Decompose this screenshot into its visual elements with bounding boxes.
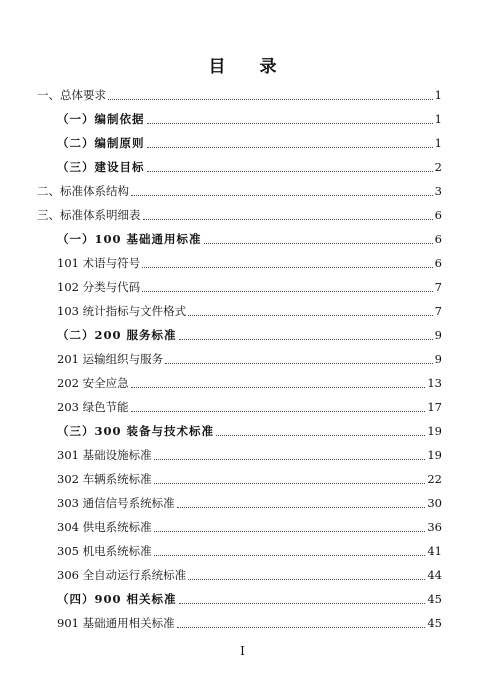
leader-dots (179, 327, 433, 340)
toc-entry-page: 22 (427, 472, 442, 486)
toc-entry[interactable] (57, 422, 442, 440)
toc-entry-label: 二、标准体系结构 (37, 184, 129, 198)
leader-dots (188, 567, 425, 580)
page-title: 目 录 (208, 57, 291, 77)
toc-entry[interactable] (57, 542, 442, 560)
leader-dots (177, 495, 426, 508)
toc-entry-label: 202 安全应急 (57, 376, 129, 390)
leader-dots (154, 471, 426, 484)
toc-entry[interactable] (57, 374, 442, 392)
toc-entry-label: （三）建设目标 (57, 160, 145, 174)
toc-entry[interactable] (57, 230, 442, 248)
toc-entry[interactable] (57, 350, 442, 368)
toc-entry-label: （二）200 服务标准 (57, 328, 177, 342)
toc-entry-page: 19 (427, 424, 442, 438)
leader-dots (147, 159, 433, 172)
toc-entry-label: 301 基础设施标准 (57, 448, 152, 462)
toc-entry-label: 103 统计指标与文件格式 (57, 304, 187, 318)
toc-entry-label: 三、标准体系明细表 (37, 208, 141, 222)
toc-entry[interactable] (37, 206, 442, 224)
toc-entry[interactable] (57, 158, 442, 176)
toc-entry-page: 44 (427, 568, 442, 582)
toc-entry[interactable] (57, 110, 442, 128)
toc-entry[interactable] (57, 398, 442, 416)
toc-entry-page: 1 (434, 136, 442, 150)
leader-dots (154, 519, 426, 532)
toc-entry-label: （一）100 基础通用标准 (57, 232, 202, 246)
toc-entry-page: 13 (427, 376, 442, 390)
toc-entry-page: 45 (427, 592, 442, 606)
leader-dots (131, 399, 426, 412)
toc-entry-page: 6 (434, 256, 442, 270)
leader-dots (142, 279, 433, 292)
leader-dots (177, 615, 426, 628)
toc-entry-page: 17 (427, 400, 442, 414)
toc-entry-label: 302 车辆系统标准 (57, 472, 152, 486)
leader-dots (165, 351, 433, 364)
toc-entry-label: 306 全自动运行系统标准 (57, 568, 187, 582)
toc-entry[interactable] (57, 614, 442, 632)
leader-dots (131, 183, 433, 196)
leader-dots (143, 207, 433, 220)
toc-entry-label: 901 基础通用相关标准 (57, 616, 175, 630)
toc-entry[interactable] (57, 278, 442, 296)
toc-entry-label: （四）900 相关标准 (57, 592, 177, 606)
toc-entry[interactable] (57, 470, 442, 488)
toc-entry-page: 1 (434, 112, 442, 126)
toc-entry-page: 1 (434, 88, 442, 102)
toc-entry[interactable] (57, 302, 442, 320)
toc-entry-page: 7 (434, 304, 442, 318)
toc-entry-label: （二）编制原则 (57, 136, 145, 150)
toc-entry-page: 19 (427, 448, 442, 462)
leader-dots (147, 111, 433, 124)
toc-entry-page: 6 (434, 208, 442, 222)
leader-dots (142, 255, 433, 268)
toc-entry-page: 9 (434, 328, 442, 342)
toc-entry-page: 45 (427, 616, 442, 630)
toc-entry[interactable] (37, 86, 442, 104)
toc-entry-label: 101 术语与符号 (57, 256, 141, 270)
toc-entry-page: 36 (427, 520, 442, 534)
toc-entry[interactable] (57, 494, 442, 512)
toc-entry-page: 30 (427, 496, 442, 510)
leader-dots (188, 303, 433, 316)
toc-entry-page: 3 (434, 184, 442, 198)
toc-entry[interactable] (37, 182, 442, 200)
toc-entry-label: 201 运输组织与服务 (57, 352, 164, 366)
toc-entry-label: （三）300 装备与技术标准 (57, 424, 215, 438)
toc-entry-label: 102 分类与代码 (57, 280, 141, 294)
toc-entry-label: 305 机电系统标准 (57, 544, 152, 558)
toc-entry[interactable] (57, 518, 442, 536)
toc-entry[interactable] (57, 134, 442, 152)
toc-entry-label: 303 通信信号系统标准 (57, 496, 175, 510)
page-number-footer: I (240, 644, 245, 658)
toc-entry-page: 41 (427, 544, 442, 558)
toc-entry-label: 203 绿色节能 (57, 400, 129, 414)
leader-dots (204, 231, 433, 244)
leader-dots (154, 447, 426, 460)
leader-dots (154, 543, 426, 556)
toc-entry-label: （一）编制依据 (57, 112, 145, 126)
toc-entry[interactable] (57, 566, 442, 584)
leader-dots (131, 375, 426, 388)
toc-entry-page: 6 (434, 232, 442, 246)
toc-entry[interactable] (57, 326, 442, 344)
toc-entry[interactable] (57, 590, 442, 608)
leader-dots (147, 135, 433, 148)
toc-entry-page: 9 (434, 352, 442, 366)
toc-entry[interactable] (57, 254, 442, 272)
leader-dots (108, 87, 433, 100)
toc-entry-label: 一、总体要求 (37, 88, 106, 102)
leader-dots (179, 591, 426, 604)
leader-dots (216, 423, 425, 436)
toc-entry-label: 304 供电系统标准 (57, 520, 152, 534)
toc-entry-page: 2 (434, 160, 442, 174)
toc-entry[interactable] (57, 446, 442, 464)
toc-entry-page: 7 (434, 280, 442, 294)
